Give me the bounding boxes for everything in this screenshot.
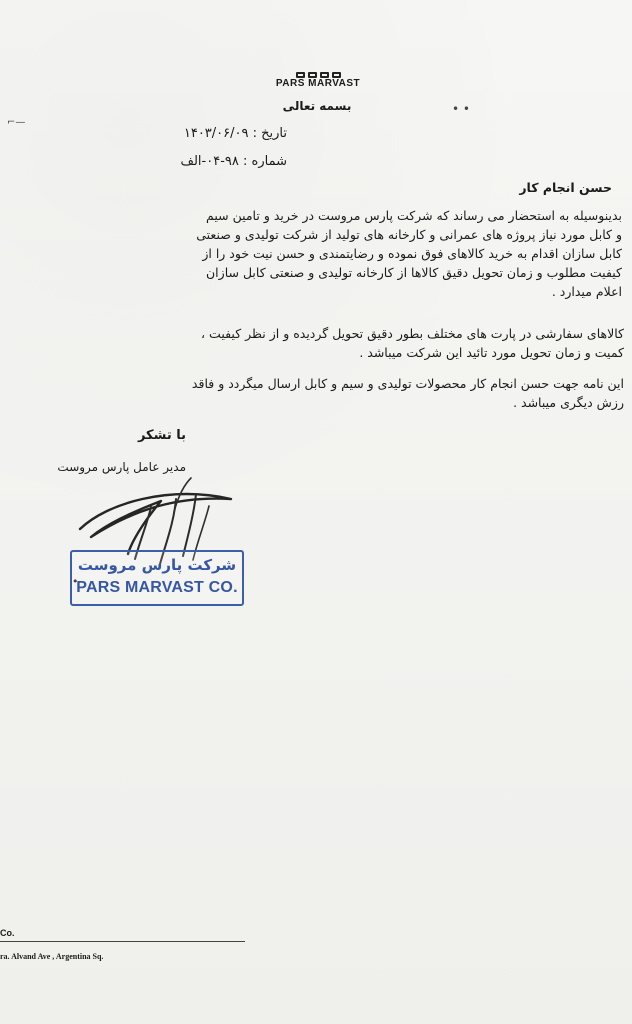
body-paragraph-3 xyxy=(0,374,624,412)
margin-mark: ⌐— xyxy=(7,117,26,128)
basmala: بسمه تعالی xyxy=(282,99,352,113)
paragraph-line: بدینوسیله به استحضار می رساند که شرکت پارس مروست در خرید و تامین سیم xyxy=(206,208,622,223)
letter-number: شماره : ۹۸-۰۴-الف xyxy=(180,154,287,169)
signatory-title: مدیر عامل پارس مروست xyxy=(57,460,186,474)
stamp-farsi-text: شرکت پارس مروست xyxy=(77,556,237,574)
stamp-mark: • xyxy=(72,575,79,588)
paragraph-line: کالاهای سفارشی در پارت های مختلف بطور دقیق تحویل گردیده و از نظر کیفیت ، xyxy=(201,326,624,341)
footer-company-line: Co. xyxy=(0,928,15,938)
body-paragraph-2 xyxy=(0,324,624,362)
closing-phrase: با تشکر xyxy=(137,428,186,443)
body-paragraph-1 xyxy=(42,206,622,301)
paragraph-line: رزش دیگری میباشد . xyxy=(513,395,624,410)
letter-date: تاریخ : ۱۴۰۳/۰۶/۰۹ xyxy=(183,126,287,141)
paragraph-line: کیفیت مطلوب و زمان تحویل دقیق کالاها از کارخانه تولیدی و صنعتی کابل سازان xyxy=(206,265,622,280)
faint-mark: • • xyxy=(452,102,470,116)
company-stamp xyxy=(70,550,244,606)
paragraph-line: اعلام میدارد . xyxy=(551,284,622,299)
footer-rule xyxy=(0,941,245,942)
letter-subject: حسن انجام کار xyxy=(519,180,612,195)
paragraph-line: و کابل مورد نیاز پروژه های عمرانی و کارخانه های تولید از شرکت تولیدی و صنعتی xyxy=(196,227,622,242)
stamp-english-text: PARS MARVAST CO. xyxy=(76,579,238,596)
footer-address-line: ra. Alvand Ave , Argentina Sq. xyxy=(0,952,104,961)
logo-text: PARS MARVAST xyxy=(275,78,361,89)
paragraph-line: کمیت و زمان تحویل مورد تائید این شرکت میباشد . xyxy=(359,345,624,360)
company-logo xyxy=(272,72,364,89)
paragraph-line: کابل سازان اقدام به خرید کالاهای فوق نموده و رضایتمندی و حسن نیت خود را از xyxy=(202,246,622,261)
paragraph-line: این نامه جهت حسن انجام کار محصولات تولیدی و سیم و کابل ارسال میگردد و فاقد xyxy=(191,376,624,391)
